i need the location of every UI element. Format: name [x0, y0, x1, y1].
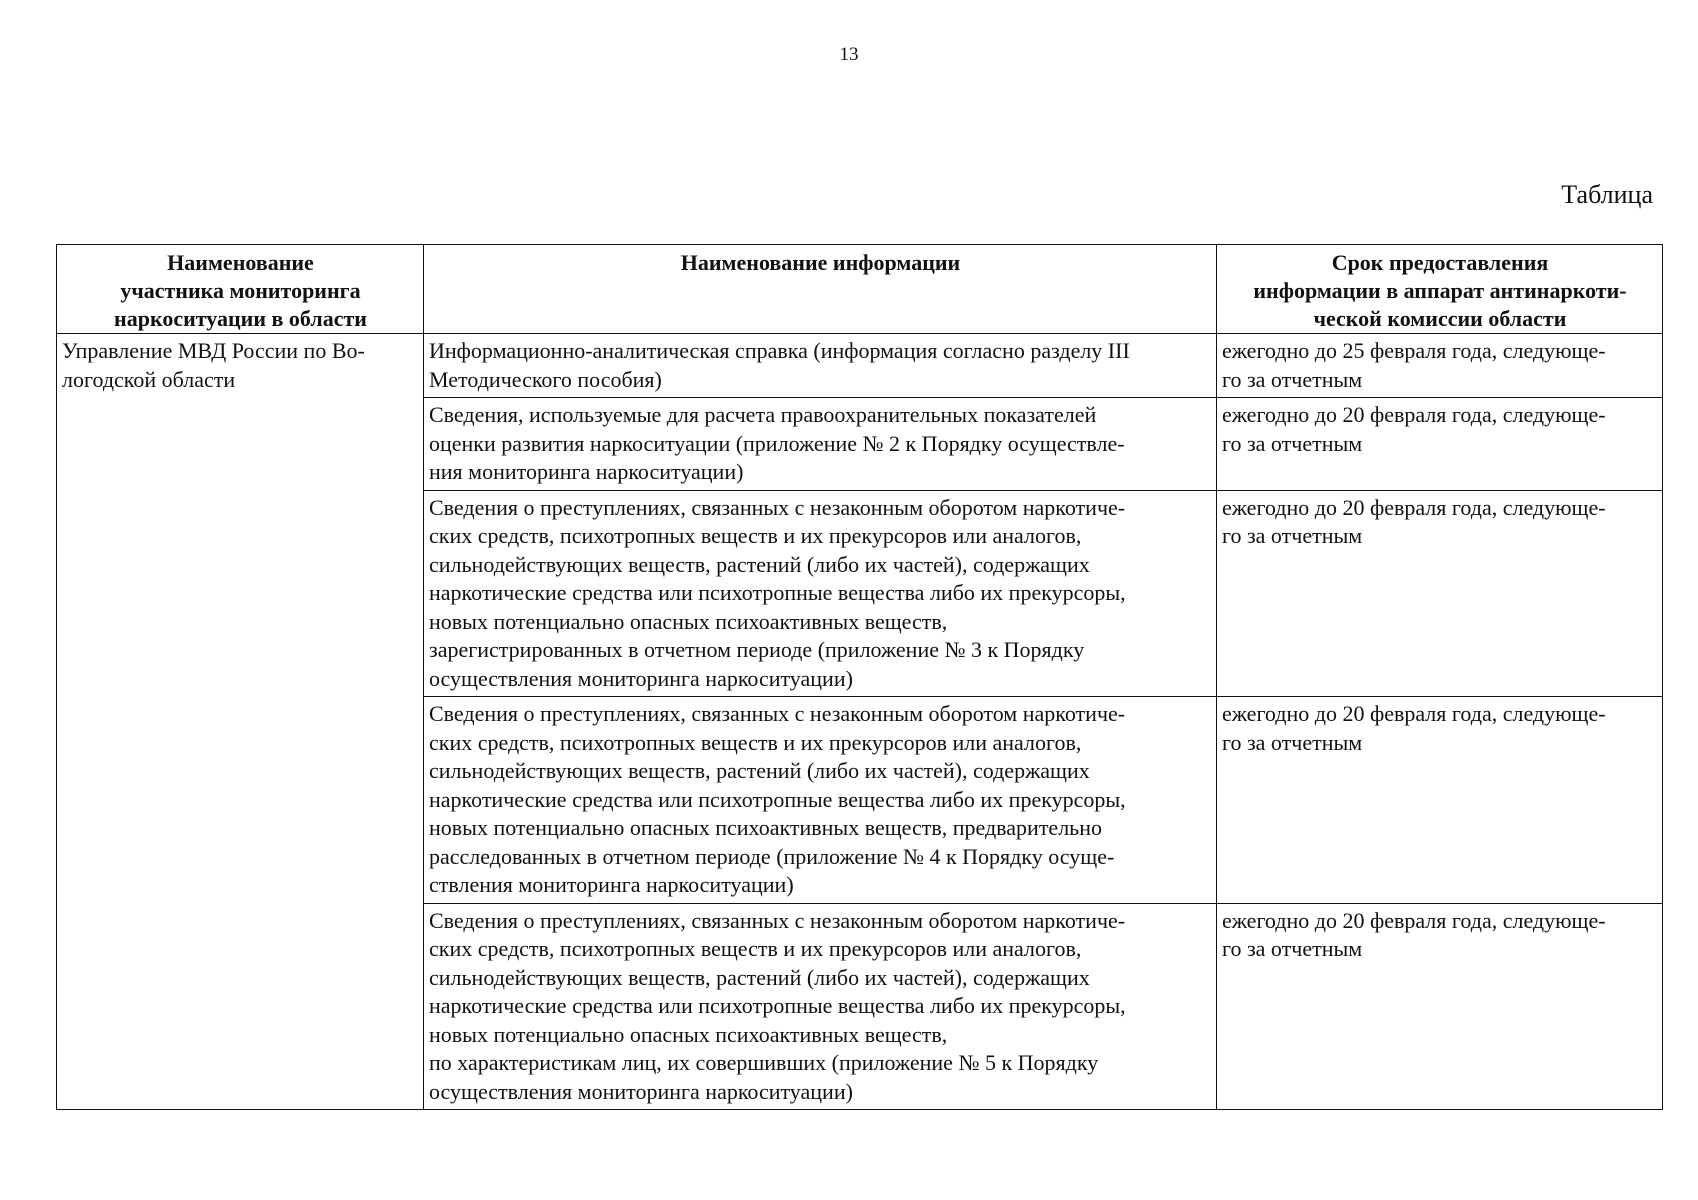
- info-cell: Сведения, используемые для расчета правоохранительных показателей оценки развития наркоситуации (приложение № 2 к Порядку осуществле- ния мониторинга наркоситуации): [424, 398, 1217, 491]
- deadline-cell: ежегодно до 25 февраля года, следующе- го за отчетным: [1217, 334, 1663, 398]
- deadline-cell: ежегодно до 20 февраля года, следующе- го за отчетным: [1217, 398, 1663, 491]
- table-caption: Таблица: [1561, 180, 1653, 209]
- page-number: 13: [839, 44, 859, 65]
- table-row: [57, 334, 1663, 398]
- deadline-cell: ежегодно до 20 февраля года, следующе- го за отчетным: [1217, 490, 1663, 697]
- participant-cell: Управление МВД России по Во- логодской области: [57, 334, 424, 1110]
- info-cell: Информационно-аналитическая справка (информация согласно разделу III Методического пособия): [424, 334, 1217, 398]
- table-header-row: [57, 245, 1663, 334]
- header-participant: Наименование участника мониторинга наркоситуации в области: [57, 245, 424, 334]
- monitoring-table: [56, 244, 1663, 1110]
- header-info: Наименование информации: [424, 245, 1217, 334]
- info-cell: Сведения о преступлениях, связанных с незаконным оборотом наркотиче- ских средств, психотропных веществ и их прекурсоров или аналогов, сильнодействующих веществ, растений (либо их частей), содержащих наркотические средства или психотропные вещества либо их прекурсоры, новых потенциально опасных психоактивных веществ, предварительно расследованных в отчетном периоде (приложение № 4 к Порядку осуще- ствления мониторинга наркоситуации): [424, 697, 1217, 904]
- deadline-cell: ежегодно до 20 февраля года, следующе- го за отчетным: [1217, 903, 1663, 1110]
- info-cell: Сведения о преступлениях, связанных с незаконным оборотом наркотиче- ских средств, психотропных веществ и их прекурсоров или аналогов, сильнодействующих веществ, растений (либо их частей), содержащих наркотические средства или психотропные вещества либо их прекурсоры, новых потенциально опасных психоактивных веществ, зарегистрированных в отчетном периоде (приложение № 3 к Порядку осуществления мониторинга наркоситуации): [424, 490, 1217, 697]
- deadline-cell: ежегодно до 20 февраля года, следующе- го за отчетным: [1217, 697, 1663, 904]
- info-cell: Сведения о преступлениях, связанных с незаконным оборотом наркотиче- ских средств, психотропных веществ и их прекурсоров или аналогов, сильнодействующих веществ, растений (либо их частей), содержащих наркотические средства или психотропные вещества либо их прекурсоры, новых потенциально опасных психоактивных веществ, по характеристикам лиц, их совершивших (приложение № 5 к Порядку осуществления мониторинга наркоситуации): [424, 903, 1217, 1110]
- header-deadline: Срок предоставления информации в аппарат антинаркоти- ческой комиссии области: [1217, 245, 1663, 334]
